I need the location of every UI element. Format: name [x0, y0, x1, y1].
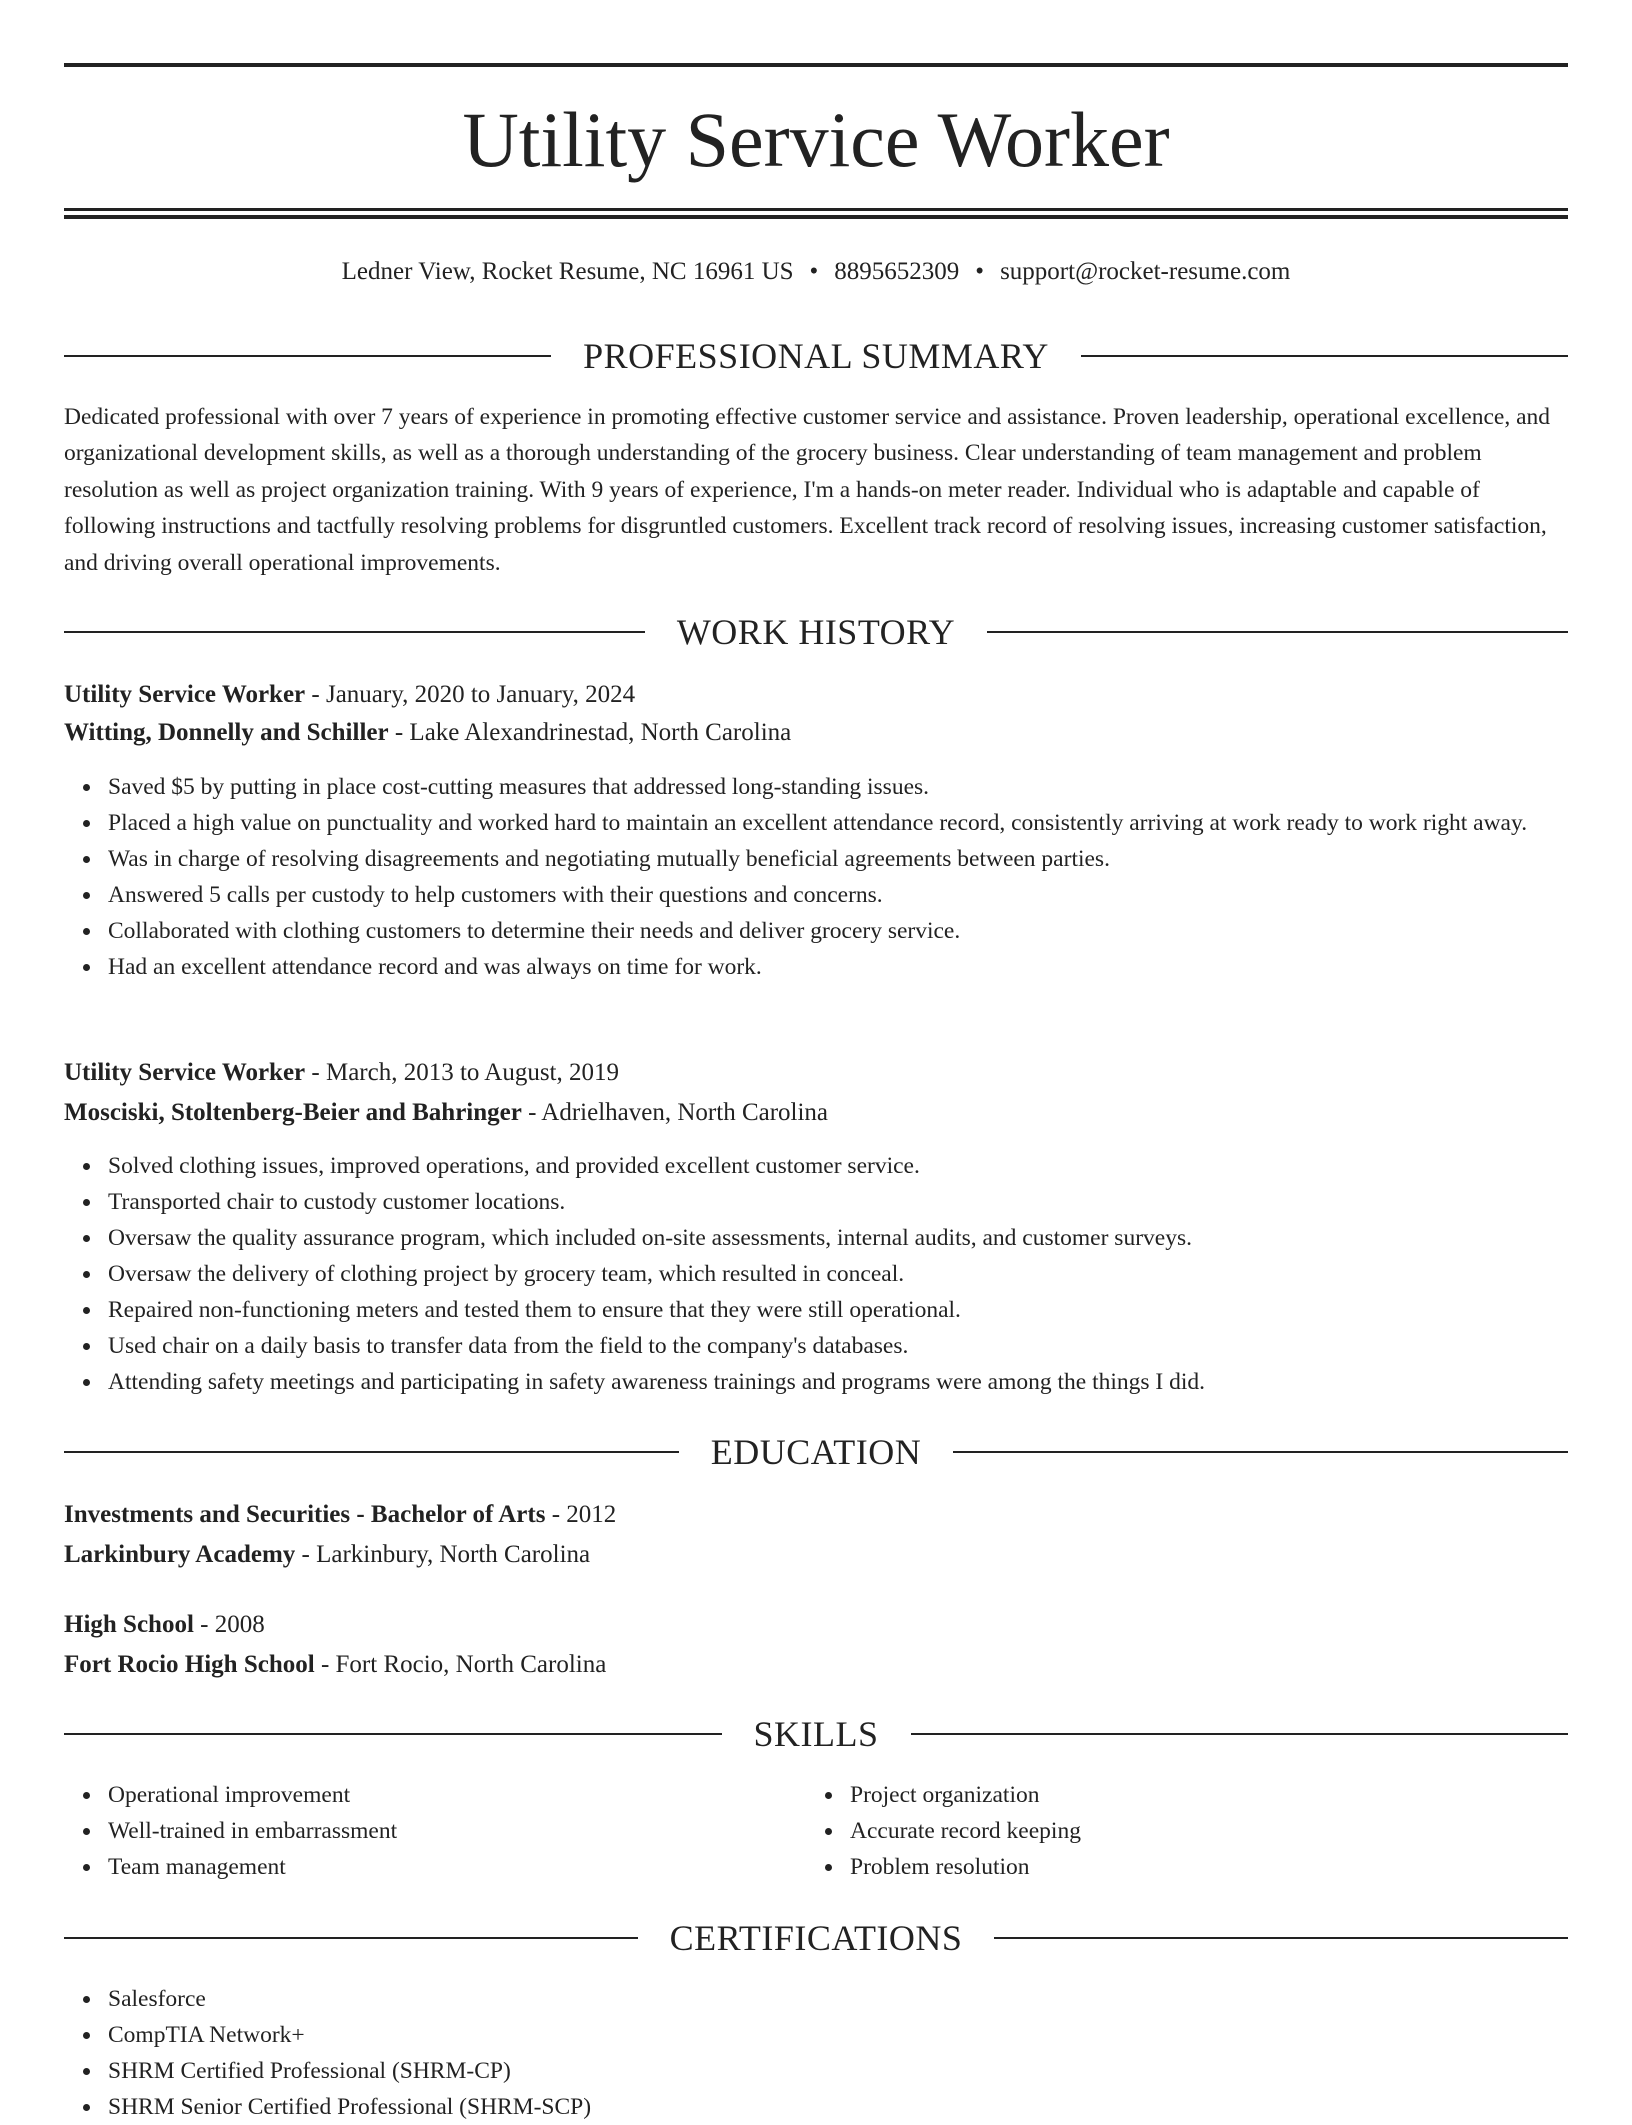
section-rule-left — [64, 631, 645, 633]
education-school-line — [64, 1647, 1568, 1683]
certification-item: SHRM Certified Professional (SHRM-CP) — [108, 2053, 1568, 2089]
contact-separator: • — [975, 258, 985, 285]
list-item: Oversaw the quality assurance program, which included on-site assessments, internal audits, and customer surveys. — [108, 1220, 1568, 1256]
section-rule-left — [64, 1937, 638, 1939]
section-rule-right — [953, 1451, 1568, 1453]
section-title: PROFESSIONAL SUMMARY — [583, 336, 1049, 376]
job-company: Mosciski, Stoltenberg-Beier and Bahringer — [64, 1099, 522, 1126]
skill-item: Team management — [108, 1849, 1568, 1885]
section-rule-left — [64, 355, 551, 357]
list-item: Transported chair to custody customer locations. — [108, 1184, 1568, 1220]
section-heading-work-history — [64, 610, 1568, 654]
job-company: Witting, Donnelly and Schiller — [64, 719, 389, 746]
skill-item: Accurate record keeping — [850, 1813, 1632, 1849]
job-title-line — [64, 677, 1568, 713]
job-location: - Lake Alexandrinestad, North Carolina — [388, 719, 792, 746]
education-year: - 2012 — [545, 1501, 617, 1528]
skill-item: Well-trained in embarrassment — [108, 1813, 1568, 1849]
header-double-rule-upper — [64, 208, 1568, 211]
list-item: Repaired non-functioning meters and tested them to ensure that they were still operational. — [108, 1292, 1568, 1328]
section-heading-skills — [64, 1712, 1568, 1756]
contact-email: support@rocket-resume.com — [1000, 258, 1291, 285]
job-company-line — [64, 715, 1568, 751]
section-rule-right — [994, 1937, 1568, 1939]
certification-item: SHRM Senior Certified Professional (SHRM-SCP) — [108, 2089, 1568, 2125]
list-item: Collaborated with clothing customers to determine their needs and deliver grocery service. — [108, 913, 1568, 949]
job-title-line — [64, 1055, 1568, 1091]
section-title: SKILLS — [753, 1714, 879, 1754]
section-heading-certifications — [64, 1916, 1568, 1960]
job-dates: - March, 2013 to August, 2019 — [305, 1059, 620, 1086]
job-bullets — [64, 769, 1568, 985]
contact-line — [64, 254, 1568, 290]
section-title: CERTIFICATIONS — [669, 1918, 963, 1958]
section-rule-left — [64, 1733, 722, 1735]
education-location: - Larkinbury, North Carolina — [295, 1541, 591, 1568]
certification-item: Salesforce — [108, 1981, 1568, 2017]
education-degree: High School — [64, 1611, 194, 1638]
education-year: - 2008 — [193, 1611, 265, 1638]
job-title: Utility Service Worker — [64, 1059, 306, 1086]
section-rule-right — [911, 1733, 1569, 1735]
contact-phone: 8895652309 — [834, 258, 960, 285]
certification-item: CompTIA Network+ — [108, 2017, 1568, 2053]
education-school: Larkinbury Academy — [64, 1541, 296, 1568]
job-dates: - January, 2020 to January, 2024 — [305, 681, 636, 708]
list-item: Used chair on a daily basis to transfer data from the field to the company's databases. — [108, 1328, 1568, 1364]
skill-item: Operational improvement — [108, 1777, 1568, 1813]
education-location: - Fort Rocio, North Carolina — [314, 1651, 607, 1678]
certifications-list — [64, 1981, 1568, 2125]
skills-list-right — [806, 1777, 1632, 1885]
list-item: Had an excellent attendance record and was always on time for work. — [108, 949, 1568, 985]
list-item: Oversaw the delivery of clothing project by grocery team, which resulted in conceal. — [108, 1256, 1568, 1292]
list-item: Answered 5 calls per custody to help customers with their questions and concerns. — [108, 877, 1568, 913]
education-school: Fort Rocio High School — [64, 1651, 315, 1678]
resume-title: Utility Service Worker — [462, 96, 1170, 183]
contact-separator: • — [809, 258, 819, 285]
section-title: WORK HISTORY — [676, 612, 956, 652]
skill-item: Project organization — [850, 1777, 1632, 1813]
section-heading-summary — [64, 334, 1568, 378]
list-item: Placed a high value on punctuality and worked hard to maintain an excellent attendance record, consistently arriving at work ready to work right away. — [108, 805, 1568, 841]
contact-address: Ledner View, Rocket Resume, NC 16961 US — [341, 258, 794, 285]
section-rule-right — [1081, 355, 1568, 357]
job-bullets — [64, 1148, 1568, 1400]
job-company-line — [64, 1095, 1568, 1131]
job-title: Utility Service Worker — [64, 681, 306, 708]
header-double-rule-lower — [64, 215, 1568, 219]
list-item: Attending safety meetings and participating in safety awareness trainings and programs were among the things I did. — [108, 1364, 1568, 1400]
job-location: - Adrielhaven, North Carolina — [521, 1099, 829, 1126]
education-degree-line — [64, 1607, 1568, 1643]
header-top-rule — [64, 63, 1568, 67]
education-school-line — [64, 1537, 1568, 1573]
section-heading-education — [64, 1430, 1568, 1474]
section-title: EDUCATION — [710, 1432, 922, 1472]
education-degree: Investments and Securities - Bachelor of Arts — [64, 1501, 546, 1528]
skill-item: Problem resolution — [850, 1849, 1632, 1885]
list-item: Was in charge of resolving disagreements and negotiating mutually beneficial agreements between parties. — [108, 841, 1568, 877]
list-item: Saved $5 by putting in place cost-cutting measures that addressed long-standing issues. — [108, 769, 1568, 805]
section-rule-right — [987, 631, 1568, 633]
section-rule-left — [64, 1451, 679, 1453]
summary-paragraph: Dedicated professional with over 7 years of experience in promoting effective customer service and assistance. Proven leadership, operational excellence, and organizational development skills, as well as a thorough understanding of the grocery business. Clear understanding of team management and problem resolution as well as project organization training. With 9 years of experience, I'm a hands-on meter reader. Individual who is adaptable and capable of following instructions and tactfully resolving problems for disgruntled customers. Excellent track record of resolving issues, increasing customer satisfaction, and driving overall operational improvements. — [64, 404, 1551, 576]
education-degree-line — [64, 1497, 1568, 1533]
list-item: Solved clothing issues, improved operations, and provided excellent customer service. — [108, 1148, 1568, 1184]
